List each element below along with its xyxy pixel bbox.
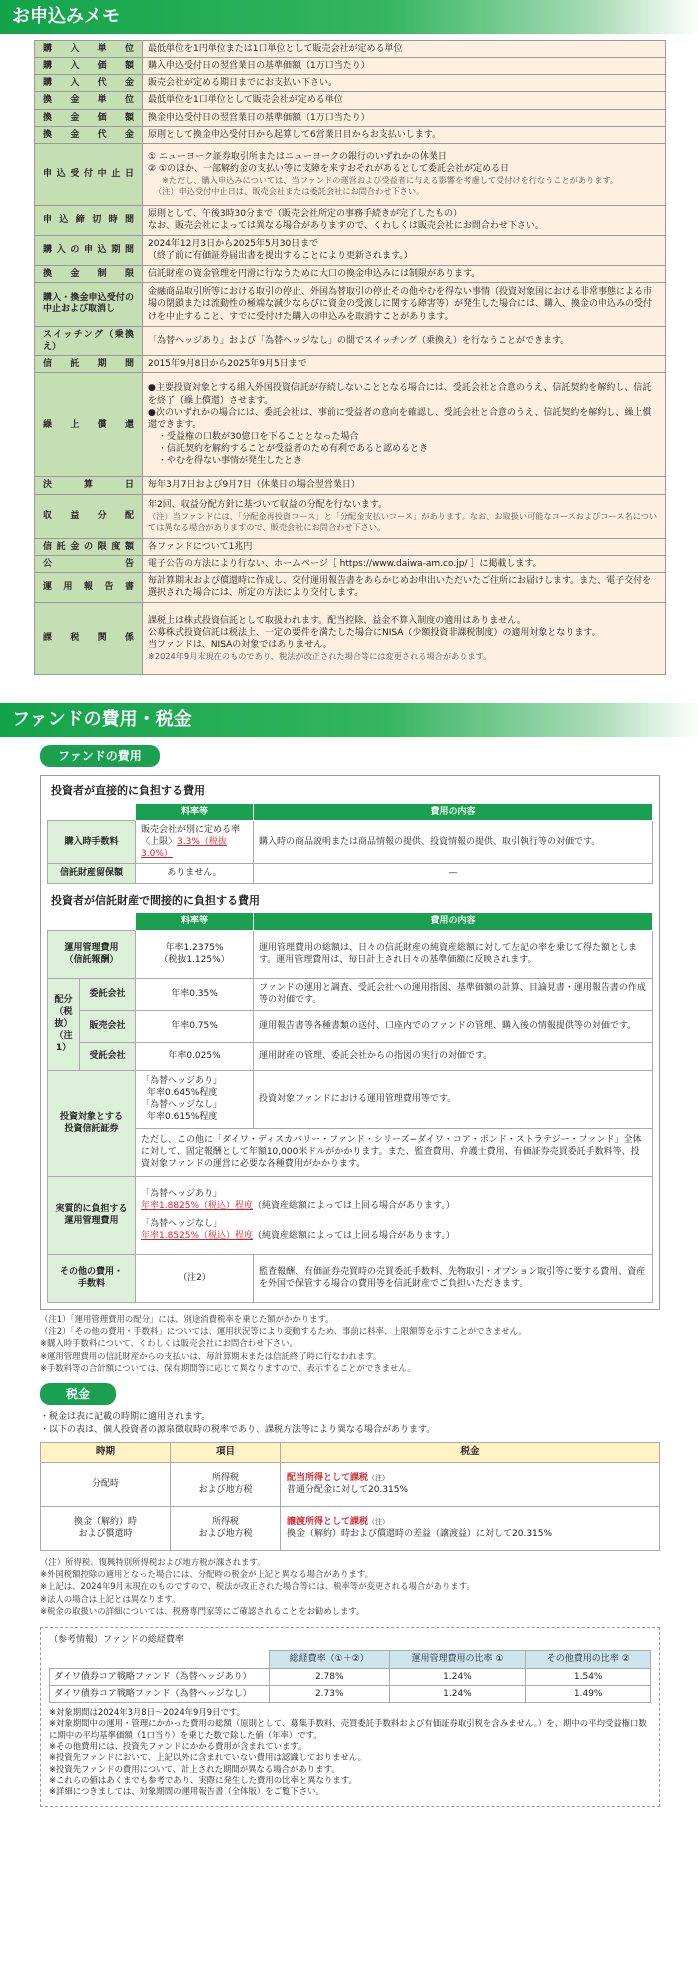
table-row [48, 1070, 653, 1128]
text: （税抜） [54, 1006, 73, 1029]
table-row [48, 1176, 653, 1254]
text: 年率1.2375% [165, 942, 224, 953]
text: および地方税 [198, 1485, 253, 1496]
table-row [35, 572, 666, 602]
table-header-row [48, 803, 653, 820]
text: 課税上は株式投資信託として取扱われます。配当控除、益金不算入制度の適用はありません。 [148, 615, 526, 626]
text: 所得税 [211, 1472, 239, 1483]
text: 換金（解約）時 [73, 1516, 137, 1527]
text: 「為替ヘッジあり」 [141, 1188, 223, 1199]
text: 3.3%（税抜3.0%） [141, 837, 227, 860]
row-label: 購入・換金申込受付の中止および取消し [35, 282, 143, 326]
row-value: 2015年9月8日から2025年9月5日まで [143, 356, 666, 373]
table-row [48, 1128, 653, 1176]
table-row [35, 265, 666, 282]
row-label: 購入の申込期間 [35, 235, 143, 265]
text: 〈上限〉 [141, 837, 178, 848]
col-rate-header: 料率等 [136, 803, 254, 820]
row-value: 信託財産の資金管理を円滑に行なうために大口の換金申込みには制限があります。 [143, 265, 666, 282]
note: （注2）「その他の費用・手数料」については、運用状況等により変動するため、事前に料率、上限額等を示すことができません。 [40, 1325, 527, 1336]
text: ※2024年9月末現在のものであり、税法が改正された場合等には変更される場合があります。 [148, 651, 492, 661]
sonota-content: 監査報酬、有価証券売買時の売買委託手数料、先物取引・オプション取引等に要する費用、資産を外国で保管する場合の費用等を信託財産でご負担いただきます。 [254, 1254, 653, 1302]
text: 年率1.8825%（税込）程度 [141, 1200, 254, 1211]
note: ※購入時手数料について、くわしくは販売会社にお問合わせ下さい。 [40, 1338, 298, 1349]
text: ② ①のほか、一部解約金の支払い等に支障を来すおそれがあるとして委託会社が定める日 [148, 164, 509, 175]
row-value [143, 235, 666, 265]
memo-table-wrap [0, 34, 700, 675]
note: ※上記は、2024年9月末現在のものですので、税法が改正された場合等には、税率等が変更される場合があります。 [40, 1581, 475, 1592]
row-label: 換金価額 [35, 109, 143, 126]
text: （純資産総額によっては上回る場合があります。） [253, 1231, 455, 1242]
row-value: 販売会社が定める期日までにお支払い下さい。 [143, 75, 666, 92]
jutaku-content: 運用財産の管理、委託会社からの指図の実行の対価です。 [254, 1042, 653, 1070]
text: 年率0.645%程度 [147, 1087, 218, 1098]
note: ※詳細につきましては、対象期間の運用報告書（全体版）をご覧下さい。 [49, 1786, 324, 1797]
table-row [35, 494, 666, 538]
buy-content: 購入時の商品説明または商品情報の提供、投資情報の提供、取引執行等の対価です。 [254, 821, 653, 864]
memo-table [34, 40, 666, 675]
row-label: 購入時手数料 [48, 821, 136, 864]
cell: 1.24% [389, 1668, 526, 1685]
text: 販売会社が別に定める率 [141, 825, 241, 835]
toushi-rate [136, 1070, 254, 1128]
tax-pill: 税金 [40, 1383, 116, 1405]
cell: ダイワ債券コア戦略ファンド（為替ヘッジなし） [50, 1685, 270, 1702]
memo-section-title: お申込みメモ [0, 0, 700, 34]
text: （純資産総額によっては上回る場合があります。） [253, 1200, 455, 1211]
row-value [143, 143, 666, 205]
text: ・信託契約を解約することが受益者のため有利であると認めるとき [158, 444, 429, 455]
note: ※運用管理費用の信託財産からの支払いは、毎計算期末または信託終了時に行なわれます。 [40, 1350, 382, 1361]
text: 年率0.615%程度 [147, 1112, 218, 1123]
cell: 2.73% [270, 1685, 390, 1702]
row-value: 購入申込受付日の翌営業日の基準価額（1万口当たり） [143, 58, 666, 75]
note: ※対象期間中の運用・管理にかかった費用の総額（原則として、募集手数料、売買委託手数料および有価証券取引税を含みません。）を、期中の平均受益権口数に期中の平均基準価額（1口当り）を乗じた数で除した値（年率）です。 [49, 1718, 647, 1740]
row-label: 信託金の限度額 [35, 538, 143, 555]
note: （注）所得税、復興特別所得税および地方税が課されます。 [40, 1556, 266, 1567]
fee-box [40, 775, 660, 1310]
ref-table [49, 1650, 651, 1702]
row-label: 決算日 [35, 477, 143, 494]
blank-header [48, 913, 136, 930]
text: 実質的に負担する [55, 1203, 128, 1214]
table-row [35, 75, 666, 92]
table-row [35, 602, 666, 674]
text: （注）当ファンドには、「分配金再投資コース」と「分配金支払いコース」があります。なお、お取扱い可能なコースおよびコース名については異なる場合がありますので、販売会社にお問合わせ下さい。 [148, 511, 658, 533]
text: 譲渡所得として課税 [287, 1516, 369, 1527]
table-row [35, 41, 666, 58]
table-row [50, 1685, 651, 1702]
col-header: 時期 [41, 1442, 171, 1462]
row-value [143, 494, 666, 538]
hanbai-rate: 年率0.75% [136, 1010, 254, 1042]
table-row [48, 930, 653, 978]
text: ※ただし、購入申込みについては、当ファンドの運営および受益者に与える影響を考慮して受付けを行なうことがあります。 [162, 175, 619, 186]
buy-rate [136, 821, 254, 864]
row-value: 「為替ヘッジあり」および「為替ヘッジなし」の間でスイッチング（乗換え）を行なうことができます。 [143, 326, 666, 355]
tax-notes [0, 1551, 700, 1618]
jutaku-rate: 年率0.025% [136, 1042, 254, 1070]
table-header-row [50, 1651, 651, 1668]
fee-notes [0, 1310, 700, 1375]
text: 公募株式投資信託は税法上、一定の要件を満たした場合にNISA（少額投資非課税制度）の適用対象となります。 [148, 627, 601, 638]
text: 運用管理費用 [64, 1216, 119, 1227]
text: 運用管理費用 [64, 942, 119, 953]
tax-intro [40, 1411, 660, 1435]
text: （注）申込受付中止日は、販売会社または委託会社にお問合わせ下さい。 [154, 186, 425, 197]
row-label [48, 930, 136, 978]
row-value: 換金申込受付日の翌営業日の基準価額（1万口当たり） [143, 109, 666, 126]
cell [171, 1462, 281, 1506]
table-row [35, 356, 666, 373]
indirect-fee-table [47, 912, 653, 1302]
table-row [48, 1042, 653, 1070]
table-row [48, 1010, 653, 1042]
text: （終了前に有価証券届出書を提出することにより更新されます。） [148, 251, 413, 262]
row-label: 購入価額 [35, 58, 143, 75]
table-row [35, 373, 666, 477]
ref-title: （参考情報）ファンドの総経費率 [49, 1635, 184, 1646]
table-row [50, 1668, 651, 1685]
col-header [50, 1651, 270, 1668]
itaku-rate: 年率0.35% [136, 978, 254, 1010]
text: 当ファンドは、NISAの対象ではありません。 [148, 639, 332, 650]
text: ・やむを得ない事情が発生したとき [158, 456, 303, 467]
note: ※法人の場合は上記とは異なります。 [40, 1593, 181, 1604]
table-row [35, 555, 666, 572]
table-row [35, 143, 666, 205]
text: 普通分配金に対して20.315% [287, 1485, 409, 1496]
note: ※これらの値はあくまでも参考であり、実際に発生した費用の比率と異なります。 [49, 1774, 357, 1785]
table-row [48, 978, 653, 1010]
col-header: 運用管理費用の比率 ① [389, 1651, 526, 1668]
cell [171, 1506, 281, 1550]
note: ※投資先ファンドの費用について、計上された期間が異なる場合があります。 [49, 1763, 340, 1774]
text: ・受益権の口数が30億口を下ることとなった場合 [158, 431, 359, 442]
fee-pill: ファンドの費用 [40, 745, 160, 767]
text: 配当所得として課税 [287, 1472, 369, 1483]
text: ●主要投資対象とする組入外国投資信託が存続しないこととなる場合には、受託会社と合意のうえ、信託契約を解約し、信託を終了（繰上償還）させます。 [148, 383, 652, 406]
row-label: 換金代金 [35, 126, 143, 143]
note: （注1）「運用管理費用の配分」には、別途消費税率を乗じた額がかかります。 [40, 1313, 334, 1324]
table-row [35, 326, 666, 355]
text: 2024年12月3日から2025年5月30日まで [148, 239, 319, 250]
fee-wrap [0, 737, 700, 1310]
row-value [143, 205, 666, 235]
unyo-rate [136, 930, 254, 978]
row-label: 公告 [35, 555, 143, 572]
row-label: 信託期間 [35, 356, 143, 373]
text: および償還時 [78, 1529, 133, 1540]
text: および地方税 [198, 1529, 253, 1540]
text: 配分 [54, 994, 73, 1005]
table-row [35, 109, 666, 126]
row-value: 原則として換金申込受付日から起算して6営業日目からお支払いします。 [143, 126, 666, 143]
cell [281, 1462, 660, 1506]
table-row [48, 821, 653, 864]
text: 「為替ヘッジあり」 [141, 1075, 223, 1086]
text: 「為替ヘッジなし」 [141, 1219, 223, 1230]
row-label: 委託会社 [80, 978, 136, 1010]
toushi-content: 投資対象ファンドにおける運用管理費用等です。 [254, 1070, 653, 1128]
row-label: スイッチング（乗換え） [35, 326, 143, 355]
col-header: その他費用の比率 ② [526, 1651, 651, 1668]
text: 投資対象とする [59, 1111, 123, 1122]
text [141, 1200, 647, 1212]
table-row [35, 58, 666, 75]
text: ① ニューヨーク証券取引所またはニューヨークの銀行のいずれかの休業日 [148, 152, 447, 163]
ref-box [40, 1627, 660, 1806]
row-label: 信託財産留保額 [48, 864, 136, 883]
col-header: 税金 [281, 1442, 660, 1462]
cell: 1.49% [526, 1685, 651, 1702]
row-label: 申込締切時間 [35, 205, 143, 235]
table-row [35, 126, 666, 143]
row-label [48, 978, 80, 1070]
table-row [35, 282, 666, 326]
text: （税抜1.125%） [159, 955, 230, 966]
cell: ダイワ債券コア戦略ファンド（為替ヘッジあり） [50, 1668, 270, 1685]
note: ※対象期間は2024年3月8日〜2024年9月9日です。 [49, 1706, 245, 1717]
row-label: 受託会社 [80, 1042, 136, 1070]
table-row [48, 1254, 653, 1302]
table-header-row [41, 1442, 660, 1462]
col-rate-header: 料率等 [136, 913, 254, 930]
row-value: 金融商品取引所等における取引の停止、外国為替取引の停止その他やむを得ない事情（投資対象国における非常事態による市場の閉鎖または流動性の極端な減少ならびに資金の受渡しに関する障害等）が発生した場合には、購入、換金の申込みの受付けを中止すること、すでに受付けた購入の申込みを取消すことがあります。 [143, 282, 666, 326]
text: 所得税 [211, 1516, 239, 1527]
ryuho-content: — [254, 864, 653, 883]
row-label: 繰上償還 [35, 373, 143, 477]
row-value [143, 602, 666, 674]
row-value [143, 373, 666, 477]
text: ・税金は表に記載の時期に適用されます。 [40, 1412, 211, 1423]
table-row [35, 538, 666, 555]
row-value: 毎年3月7日および9月7日（休業日の場合翌営業日） [143, 477, 666, 494]
row-label: 運用報告書 [35, 572, 143, 602]
row-label [48, 1176, 136, 1254]
text: 年率1.8525%（税込）程度 [141, 1231, 254, 1242]
unyo-content: 運用管理費用の総額は、日々の信託財産の純資産総額に対して左記の率を乗じて得た額とします。運用管理費用は、毎日計上され日々の基準価額に反映されます。 [254, 930, 653, 978]
col-header: 総経費率（①＋②） [270, 1651, 390, 1668]
row-label: 申込受付中止日 [35, 143, 143, 205]
row-label: 購入単位 [35, 41, 143, 58]
table-row [41, 1506, 660, 1550]
toushi-note: ただし、この他に「ダイワ・ディスカバリー・ファンド・シリーズ−ダイワ・コア・ボンド・ストラテジー・ファンド」全体に対して、固定報酬として年額10,000米ドルがかかります。また、監査費用、弁護士費用、有価証券売買委託手数料等、投資対象ファンドの運営に必要な各種費用がかかります。 [136, 1128, 653, 1176]
fee-section-title: ファンドの費用・税金 [0, 703, 700, 737]
row-label: 換金単位 [35, 92, 143, 109]
text: その他の費用・ [59, 1266, 123, 1277]
tax-table [40, 1442, 660, 1551]
row-label: 販売会社 [80, 1010, 136, 1042]
row-label: 収益分配 [35, 494, 143, 538]
text [141, 1230, 647, 1242]
table-row [35, 205, 666, 235]
row-value: 電子公告の方法により行ない、ホームページ［ https://www.daiwa-am.co.jp/ ］に掲載します。 [143, 555, 666, 572]
cell: 1.54% [526, 1668, 651, 1685]
cell: 分配時 [41, 1462, 171, 1506]
text: 換金（解約）時および償還時の差益（譲渡益）に対して20.315% [287, 1529, 553, 1540]
text: （注） [368, 1473, 390, 1482]
row-value: 最低単位を1円単位または1口単位として販売会社が定める単位 [143, 41, 666, 58]
text [287, 1472, 653, 1484]
row-value: 最低単位を1口単位として販売会社が定める単位 [143, 92, 666, 109]
jisshitsu-value [136, 1176, 653, 1254]
note: ※外国税額控除の適用となった場合には、分配時の税金が上記と異なる場合があります。 [40, 1568, 373, 1579]
note: ※その他費用には、投資先ファンドにかかる費用が含まれています。 [49, 1740, 307, 1751]
cell: 1.24% [389, 1685, 526, 1702]
text: ・以下の表は、個人投資者の源泉徴収時の税率であり、課税方法等により異なる場合があります。 [40, 1424, 436, 1435]
note: ※投資先ファンドにおいて、上記以外に含まれていない費用は認識しておりません。 [49, 1752, 367, 1763]
text: 原則として、午後3時30分まで（販売会社所定の事務手続きが完了したもの） [148, 209, 463, 220]
ref-notes [49, 1707, 651, 1798]
sonota-rate: （注2） [136, 1254, 254, 1302]
blank-header [48, 803, 136, 820]
col-content-header: 費用の内容 [254, 803, 653, 820]
text [287, 1516, 653, 1528]
itaku-content: ファンドの運用と調査、受託会社への運用指図、基準価額の計算、目論見書・運用報告書の作成等の対価です。 [254, 978, 653, 1010]
hanbai-content: 運用報告書等各種書類の送付、口座内でのファンドの管理、購入後の情報提供等の対価です。 [254, 1010, 653, 1042]
text: 年2回、収益分配方針に基づいて収益の分配を行ないます。 [148, 499, 388, 510]
row-label: 換金制限 [35, 265, 143, 282]
text: 手数料 [77, 1279, 105, 1290]
table-row [35, 235, 666, 265]
indirect-title: 投資者が信託財産で間接的に負担する費用 [51, 893, 260, 907]
note: ※手数料等の合計額については、保有期間等に応じて異なりますので、表示することができません。 [40, 1362, 416, 1373]
text: （注） [368, 1517, 390, 1526]
text: 投資信託証券 [64, 1124, 119, 1135]
row-label: 購入代金 [35, 75, 143, 92]
text: （注1） [54, 1031, 73, 1054]
row-label [48, 1070, 136, 1176]
ryuho-rate: ありません。 [136, 864, 254, 883]
text: なお、販売会社によっては異なる場合がありますので、くわしくは販売会社にお問合わせ下さい。 [148, 221, 544, 232]
cell [281, 1506, 660, 1550]
table-row [41, 1462, 660, 1506]
table-row [35, 92, 666, 109]
row-value: 各ファンドについて1兆円 [143, 538, 666, 555]
text: （信託報酬） [64, 955, 119, 966]
tax-wrap [0, 1375, 700, 1550]
direct-title: 投資者が直接的に負担する費用 [51, 784, 205, 798]
row-value: 毎計算期末および償還時に作成し、交付運用報告書をあらかじめお申出いただいたご住所にお届けします。また、電子交付を選択された場合には、所定の方法により交付します。 [143, 572, 666, 602]
row-label: 課税関係 [35, 602, 143, 674]
row-label [48, 1254, 136, 1302]
col-header: 項目 [171, 1442, 281, 1462]
text [141, 836, 248, 860]
table-row [35, 477, 666, 494]
cell [41, 1506, 171, 1550]
direct-fee-table [47, 803, 653, 884]
text: ●次のいずれかの場合には、委託会社は、事前に受益者の意向を確認し、受託会社と合意のうえ、信託契約を解約し、繰上償還できます。 [148, 407, 652, 430]
note: ※税金の取扱いの詳細については、税務専門家等にご確認されることをお勧めします。 [40, 1605, 365, 1616]
cell: 2.78% [270, 1668, 390, 1685]
table-row [48, 864, 653, 883]
col-content-header: 費用の内容 [254, 913, 653, 930]
text: 「為替ヘッジなし」 [141, 1100, 223, 1111]
table-header-row [48, 913, 653, 930]
